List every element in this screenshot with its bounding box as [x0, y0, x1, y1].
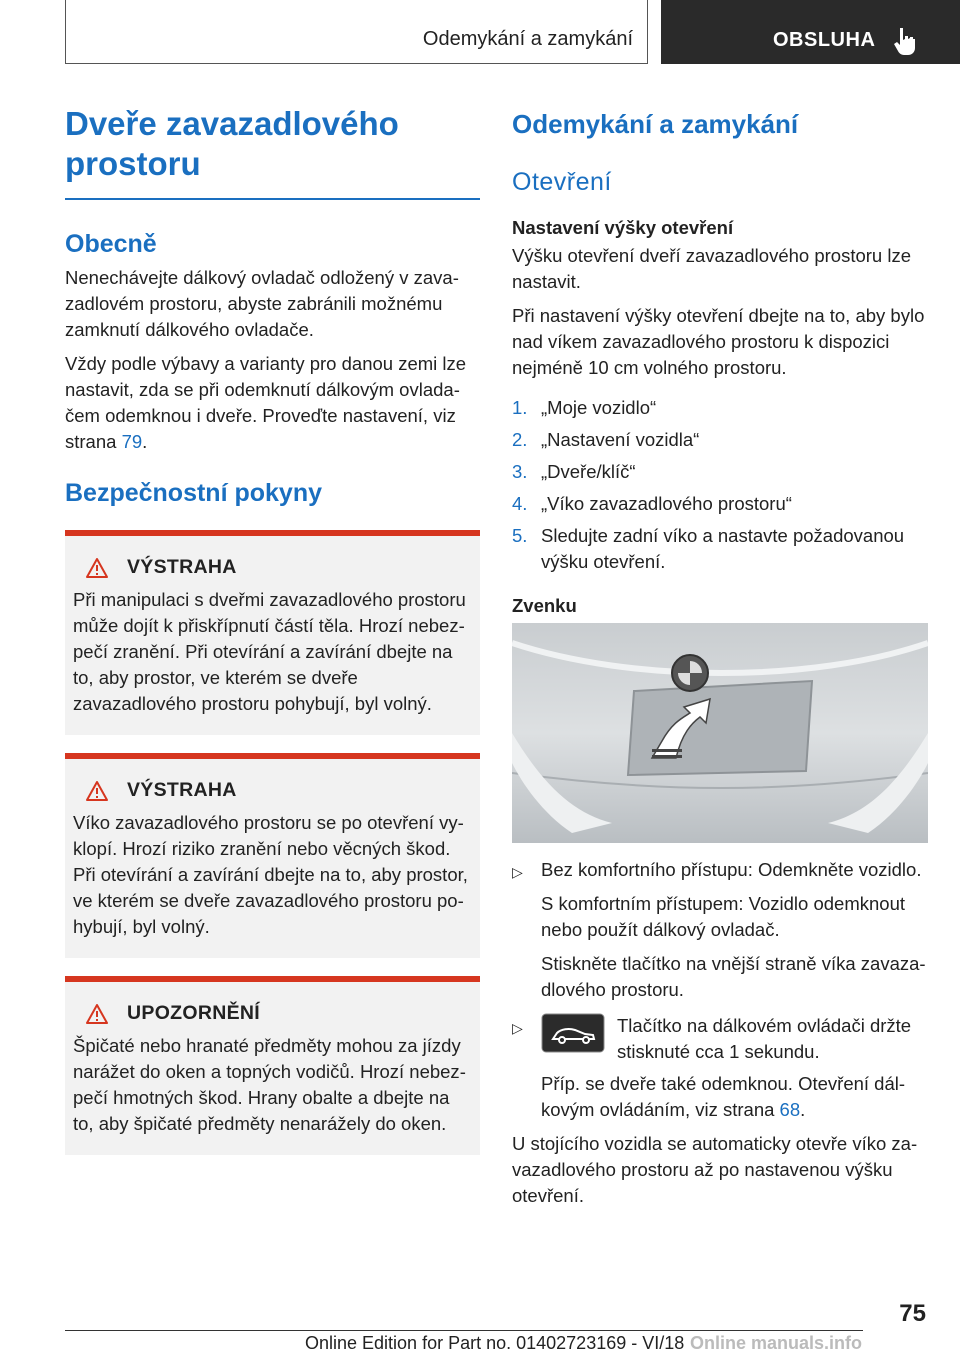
bullet-item [512, 1013, 928, 1065]
footer-edition: Online Edition for Part no. 01402723169 - VI/18 [305, 1333, 685, 1353]
notice-box [65, 976, 480, 1155]
warning-triangle-icon [85, 557, 109, 579]
steps-list [512, 395, 928, 575]
step-number: 2. [512, 429, 528, 450]
header-section-box [65, 0, 648, 64]
height-paragraph-2: Při nastavení výšky otevření dbejte na to, aby bylo nad víkem zavazadlového prostoru k dispozici nejméně 10 cm volného prostoru. [512, 305, 925, 378]
triangle-bullet-icon: ▷ [512, 1020, 523, 1036]
left-column [65, 104, 480, 1155]
notice-title: UPOZORNĚNÍ [127, 1002, 261, 1024]
general-paragraph-2-text: Vždy podle výbavy a varianty pro danou zemi lze nastavit, zda se při odemknutí dálkovým ovladačem odemknou i dveře. Proveďte nastavení, viz strana [65, 353, 467, 452]
warning-text: Při manipulaci s dveřmi zavazadlového prostoru může dojít k přiskřípnutí částí těla. Hrozí nebezpečí zranění. Při otevírání a zavírání dbejte na to, aby prostor, ve kterém se dveře zavazadlového prostoru pohybují, byl volný. [73, 589, 466, 714]
comfort-access-paragraph: S komfortním přístupem: Vozidlo odemknout nebo použít dálkový ovladač. [541, 893, 906, 940]
bullet-details [512, 1071, 928, 1123]
step-text: „Moje vozidlo“ [541, 397, 657, 418]
warning-box-2 [65, 753, 480, 958]
height-setting-heading: Nastavení výšky otevření [512, 217, 734, 238]
warning-box-1 [65, 530, 480, 735]
press-button-paragraph: Stiskněte tlačítko na vnější straně víka zavazadlového prostoru. [541, 953, 926, 1000]
list-item [512, 491, 928, 517]
list-item [512, 395, 928, 421]
page-number: 75 [899, 1300, 926, 1327]
outside-heading: Zvenku [512, 595, 577, 616]
trunk-remote-button-icon [541, 1013, 605, 1053]
footer-divider [65, 1330, 863, 1331]
step-text: „Víko zavazadlového prostoru“ [541, 493, 792, 514]
trunk-lid-photo [512, 623, 928, 843]
auto-open-paragraph: U stojícího vozidla se automaticky otevře víko zavazadlového prostoru až po nastavenou výšku otevření. [512, 1133, 918, 1206]
step-text: „Dveře/klíč“ [541, 461, 636, 482]
step-text: Sledujte zadní víko a nastavte požadovanou výšku otevření. [541, 525, 905, 572]
warning-title: VÝSTRAHA [127, 556, 237, 578]
list-item [512, 427, 928, 453]
step-number: 5. [512, 525, 528, 546]
warning-text: Víko zavazadlového prostoru se po otevření vyklopí. Hrozí riziko zranění nebo věcných škod. Při otevírání a zavírání dbejte na to, aby prostor, ve kterém se dveře zavazadlového prostoru pohybují, byl volný. [73, 812, 468, 937]
right-section-title: Odemykání a zamykání [512, 109, 799, 139]
bullet-item [512, 857, 928, 885]
hand-pointer-icon [893, 26, 919, 56]
page-link-68[interactable]: 68 [779, 1099, 801, 1120]
bullet-text: Bez komfortního přístupu: Odemkněte vozidlo. [541, 859, 922, 880]
title-divider [65, 198, 480, 200]
footer-watermark: Online manuals.info [690, 1333, 863, 1353]
warning-triangle-icon [85, 780, 109, 802]
triangle-bullet-icon: ▷ [512, 864, 523, 880]
remote-unlock-text: Příp. se dveře také odemknou. Otevření dálkovým ovládáním, viz strana [541, 1073, 906, 1120]
general-paragraph-1: Nenechávejte dálkový ovladač odložený v zavazadlovém prostoru, abyste zabránili možnému zamknutí dálkového ovladače. [65, 267, 459, 340]
step-number: 3. [512, 461, 528, 482]
bullet-details [512, 891, 928, 1003]
step-number: 1. [512, 397, 528, 418]
header-tab-box [661, 0, 960, 64]
height-paragraph-1: Výšku otevření dveří zavazadlového prostoru lze nastavit. [512, 245, 911, 292]
warning-title: VÝSTRAHA [127, 779, 237, 801]
page-link-79[interactable]: 79 [121, 431, 143, 452]
general-paragraph-2: Vždy podle výbavy a varianty pro danou zemi lze nastavit, zda se při odemknutí dálkovým ovladačem odemknou i dveře. Proveďte nastavení, viz strana 79. [65, 353, 467, 452]
warning-triangle-icon [85, 1003, 109, 1025]
remote-unlock-paragraph: Příp. se dveře také odemknou. Otevření dálkovým ovládáním, viz strana 68. [541, 1073, 906, 1120]
right-column [512, 104, 928, 1217]
general-heading: Obecně [65, 230, 157, 258]
notice-text: Špičaté nebo hranaté předměty mohou za jízdy narážet do oken a topných vodičů. Hrozí nebezpečí hmotných škod. Hrany obalte a dbejte na to, aby špičaté předměty nenarážely do oken. [73, 1035, 466, 1134]
opening-heading: Otevření [512, 168, 612, 196]
list-item [512, 523, 928, 575]
header-tab-label: OBSLUHA [773, 29, 876, 51]
bullet-text: Tlačítko na dálkovém ovládači držte stisknuté cca 1 sekundu. [617, 1015, 912, 1062]
step-text: „Nastavení vozidla“ [541, 429, 700, 450]
safety-heading: Bezpečnostní pokyny [65, 479, 322, 507]
step-number: 4. [512, 493, 528, 514]
header-section-title: Odemykání a zamykání [422, 28, 633, 50]
section-title: Dveře zavazadlového prostoru [65, 105, 399, 182]
list-item [512, 459, 928, 485]
